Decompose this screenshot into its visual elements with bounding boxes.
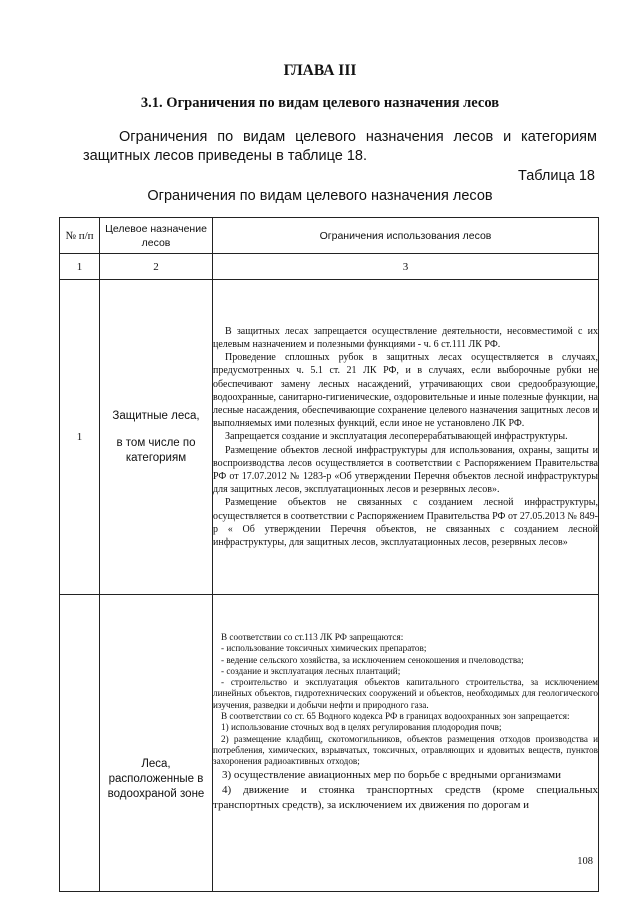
category-cell — [100, 595, 213, 892]
column-number-cell: 1 — [60, 254, 100, 280]
restriction-paragraph: - создание и эксплуатация лесных плантаций; — [221, 665, 401, 676]
restriction-paragraph: - ведение сельского хозяйства, за исключением сенокошения и пчеловодства; — [221, 654, 524, 665]
restriction-paragraph: Проведение сплошных рубок в защитных лесах осуществляется в случаях, предусмотренных ч. 5.1 ст. 21 ЛК РФ, и в случаях, если выборочные рубки не обеспечивают замену лесных насаждений, утрачивающих свои средообразующие, водоохранные, санитарно-гигиенические, оздоровительные и иные полезные функции, на лесные насаждения, обеспечивающие сохранение целевого назначения защитных лесов и выполняемых ими полезных функций, если иное не установлено ЛК РФ. — [213, 352, 598, 430]
column-number-row — [60, 254, 599, 280]
table-row — [60, 595, 599, 892]
table-label: Таблица 18 — [517, 168, 595, 184]
row-number-cell — [60, 595, 100, 892]
restriction-paragraph: Запрещается создание и эксплуатация лесоперерабатывающей инфраструктуры. — [225, 431, 568, 443]
restriction-paragraph: 2) размещение кладбищ, скотомогильников, объектов размещения отходов производства и потребления, химических, взрывчатых, токсичных, отравляющих и ядовитых веществ, пунктов захоронения радиоактивных отходов; — [213, 733, 598, 767]
restriction-paragraph: В соответствии со ст. 65 Водного кодекса РФ в границах водоохранных зон запрещается: — [221, 711, 570, 722]
restriction-paragraph: В защитных лесах запрещается осуществление деятельности, несовместимой с их целевым назначением и полезными функциями - ч. 6 ст.111 ЛК РФ. — [213, 325, 598, 350]
restriction-paragraph: 1) использование сточных вод в целях регулирования плодородия почв; — [221, 722, 502, 733]
header-cell-number: № п/п — [60, 218, 100, 254]
restriction-paragraph: Размещение объектов не связанных с созданием лесной инфраструктуры, осуществляется в соответствии с Распоряжением Правительства РФ от 27.05.2013 № 849- р « Об утверждении Перечня объектов, не связанных с созданием лесной инфраструктуры, для защитных лесов, эксплуатационных лесов, резервных лесов» — [213, 497, 598, 549]
restriction-paragraph: - строительство и эксплуатация объектов капитального строительства, за исключением линейных объектов, гидротехнических сооружений и объектов, необходимых для геологического изучения, разведки и добычи нефти и природного газа. — [213, 677, 598, 710]
restriction-paragraph: 3) осуществление авиационных мер по борьбе с вредными организмами — [222, 768, 562, 781]
header-cell-restrictions: Ограничения использования лесов — [213, 218, 599, 254]
restriction-paragraph: Размещение объектов лесной инфраструктуры для использования, охраны, защиты и воспроизводства лесов осуществляется в соответствии с Распоряжением Правительства РФ от 17.07.2012 № 1283-р «Об утверждении Перечня объектов лесной инфраструктуры для защитных лесов, эксплуатационных лесов и резервных лесов». — [213, 444, 598, 496]
restrictions-cell — [213, 280, 599, 595]
category-line: в том числе по категориям — [116, 436, 196, 464]
page-number: 108 — [577, 856, 593, 867]
restrictions-cell — [213, 595, 599, 892]
category-line: Леса, расположенные в водоохраной зоне — [107, 757, 205, 800]
column-number-cell: 3 — [213, 254, 599, 280]
restrictions-table — [59, 217, 599, 892]
column-number-cell: 2 — [100, 254, 213, 280]
header-cell-purpose: Целевое назначение лесов — [100, 218, 213, 254]
restriction-paragraph: - использование токсичных химических препаратов; — [221, 643, 427, 654]
row-number-cell: 1 — [60, 280, 100, 595]
category-line: Защитные леса, — [112, 409, 200, 422]
restriction-paragraph: 4) движение и стоянка транспортных средств (кроме специальных транспортных средств), за исключением их движения по дорогам и — [213, 783, 598, 811]
intro-paragraph: Ограничения по видам целевого назначения лесов и категориям защитных лесов приведены в таблице 18. — [83, 129, 597, 164]
section-heading: 3.1. Ограничения по видам целевого назначения лесов — [140, 95, 500, 111]
restriction-paragraph: В соответствии со ст.113 ЛК РФ запрещаются: — [221, 632, 404, 642]
table-title: Ограничения по видам целевого назначения лесов — [147, 188, 493, 204]
chapter-heading: ГЛАВА III — [283, 62, 357, 79]
category-cell — [100, 280, 213, 595]
table-row — [60, 280, 599, 595]
table-header-row — [60, 218, 599, 254]
